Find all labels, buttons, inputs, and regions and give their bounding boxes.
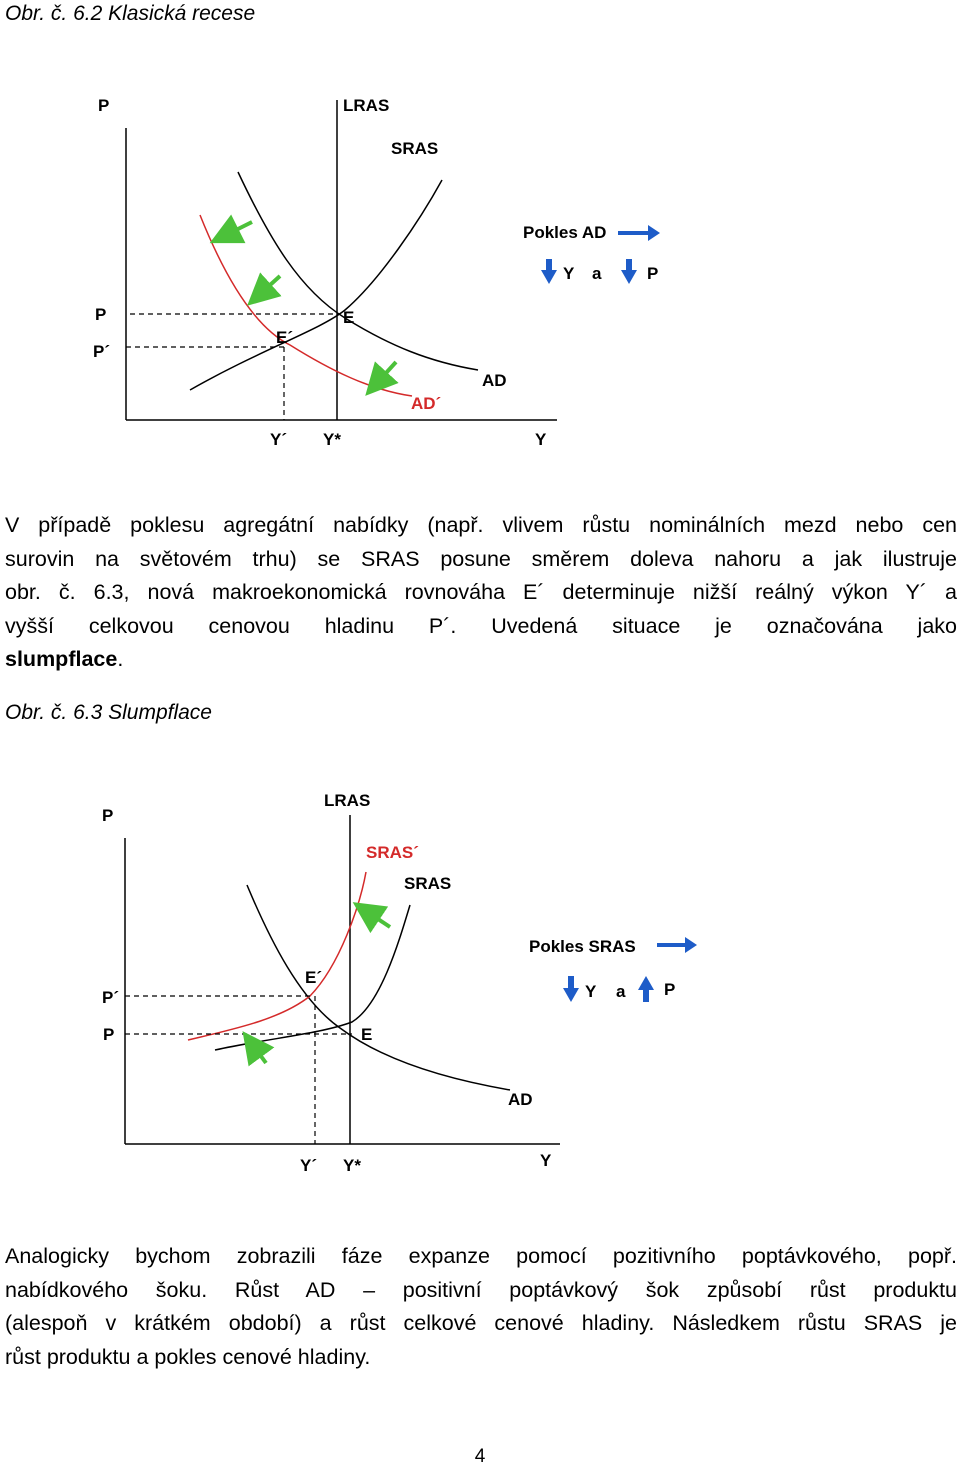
text-line: (alespoň v krátkém období) a růst celkové cenové hladiny. Následkem růstu SRAS je bbox=[5, 1311, 957, 1335]
page-number: 4 bbox=[474, 1446, 486, 1467]
up-arrow-icon bbox=[638, 976, 654, 1002]
right-arrow-icon bbox=[657, 937, 697, 953]
eq-new-label: E´ bbox=[276, 328, 293, 347]
lras-label: LRAS bbox=[343, 96, 390, 115]
axis-x-label: Y bbox=[540, 1151, 552, 1170]
eq-label: E bbox=[361, 1025, 373, 1044]
y-star-label: Y* bbox=[323, 430, 341, 449]
p-new-label: P´ bbox=[93, 342, 110, 361]
right-arrow-icon bbox=[618, 225, 660, 241]
text-line: obr. č. 6.3, nová makroekonomická rovnováha E´ determinuje nižší reálný výkon Y´ a bbox=[5, 580, 957, 604]
lras-label: LRAS bbox=[324, 791, 371, 810]
text-line-last: růst produktu a pokles cenové hladiny. bbox=[5, 1344, 371, 1369]
sras-label: SRAS bbox=[404, 874, 452, 893]
ad-label: AD bbox=[508, 1090, 533, 1109]
shift-arrow-2 bbox=[252, 1044, 266, 1063]
sras-new-label: SRAS´ bbox=[366, 843, 419, 862]
shift-arrow-2 bbox=[259, 276, 280, 295]
p-label: P bbox=[103, 1025, 115, 1044]
paragraph-2 bbox=[5, 1240, 957, 1374]
sras-new-curve bbox=[188, 872, 366, 1040]
p-label: P bbox=[95, 305, 107, 324]
legend-y: Y bbox=[585, 982, 597, 1001]
term-slumpflace: slumpflace bbox=[5, 647, 118, 671]
text-line: nabídkového šoku. Růst AD – positivní poptávkový šok způsobí růst produktu bbox=[5, 1277, 957, 1302]
sras-label: SRAS bbox=[391, 139, 439, 158]
text-line: V případě poklesu agregátní nabídky (např. vlivem růstu nominálních mezd nebo cen bbox=[5, 513, 957, 537]
p-new-label: P´ bbox=[102, 988, 119, 1007]
axis-y-label: P bbox=[102, 806, 114, 825]
legend-p: P bbox=[664, 980, 676, 999]
legend-a: a bbox=[592, 264, 602, 283]
down-arrow-icon bbox=[563, 976, 579, 1002]
sras-curve bbox=[190, 180, 442, 390]
figure-caption-6-2: Obr. č. 6.2 Klasická recese bbox=[5, 2, 256, 25]
shift-arrow-1 bbox=[224, 222, 252, 236]
text-line: vyšší celkovou cenovou hladinu P´. Uvedená situace je označována jako bbox=[5, 613, 957, 638]
axis-x-label: Y bbox=[535, 430, 547, 449]
sentence-end: . bbox=[117, 647, 124, 671]
legend-p: P bbox=[647, 264, 659, 283]
legend-title: Pokles SRAS bbox=[529, 937, 636, 956]
paragraph-1 bbox=[5, 509, 957, 677]
text-line-last bbox=[5, 643, 957, 677]
shift-arrow-3 bbox=[376, 362, 396, 384]
figure-caption-6-3: Obr. č. 6.3 Slumpflace bbox=[5, 701, 212, 724]
eq-new-label: E´ bbox=[305, 968, 322, 987]
down-arrow-icon bbox=[541, 259, 557, 284]
figure-slumpflation bbox=[0, 780, 720, 1180]
text-line: surovin na světovém trhu) se SRAS posune směrem doleva nahoru a jak ilustruje bbox=[5, 546, 957, 571]
legend bbox=[529, 937, 697, 1002]
legend-title: Pokles AD bbox=[523, 223, 607, 242]
legend-a: a bbox=[616, 982, 626, 1001]
legend-y: Y bbox=[563, 264, 575, 283]
axis-y-label: P bbox=[98, 96, 110, 115]
text-line: Analogicky bychom zobrazili fáze expanze pomocí pozitivního poptávkového, popř. bbox=[5, 1244, 957, 1268]
ad-new-label: AD´ bbox=[411, 394, 442, 413]
legend bbox=[523, 223, 660, 284]
shift-arrow-1 bbox=[366, 911, 390, 927]
figure-classic-recession bbox=[0, 80, 700, 460]
ad-curve bbox=[238, 172, 478, 370]
y-new-label: Y´ bbox=[270, 430, 287, 449]
eq-label: E bbox=[343, 308, 355, 327]
ad-new-curve bbox=[200, 215, 412, 396]
ad-label: AD bbox=[482, 371, 507, 390]
y-star-label: Y* bbox=[343, 1156, 361, 1175]
down-arrow-icon bbox=[621, 259, 637, 284]
y-new-label: Y´ bbox=[300, 1156, 317, 1175]
ad-curve bbox=[247, 885, 510, 1090]
